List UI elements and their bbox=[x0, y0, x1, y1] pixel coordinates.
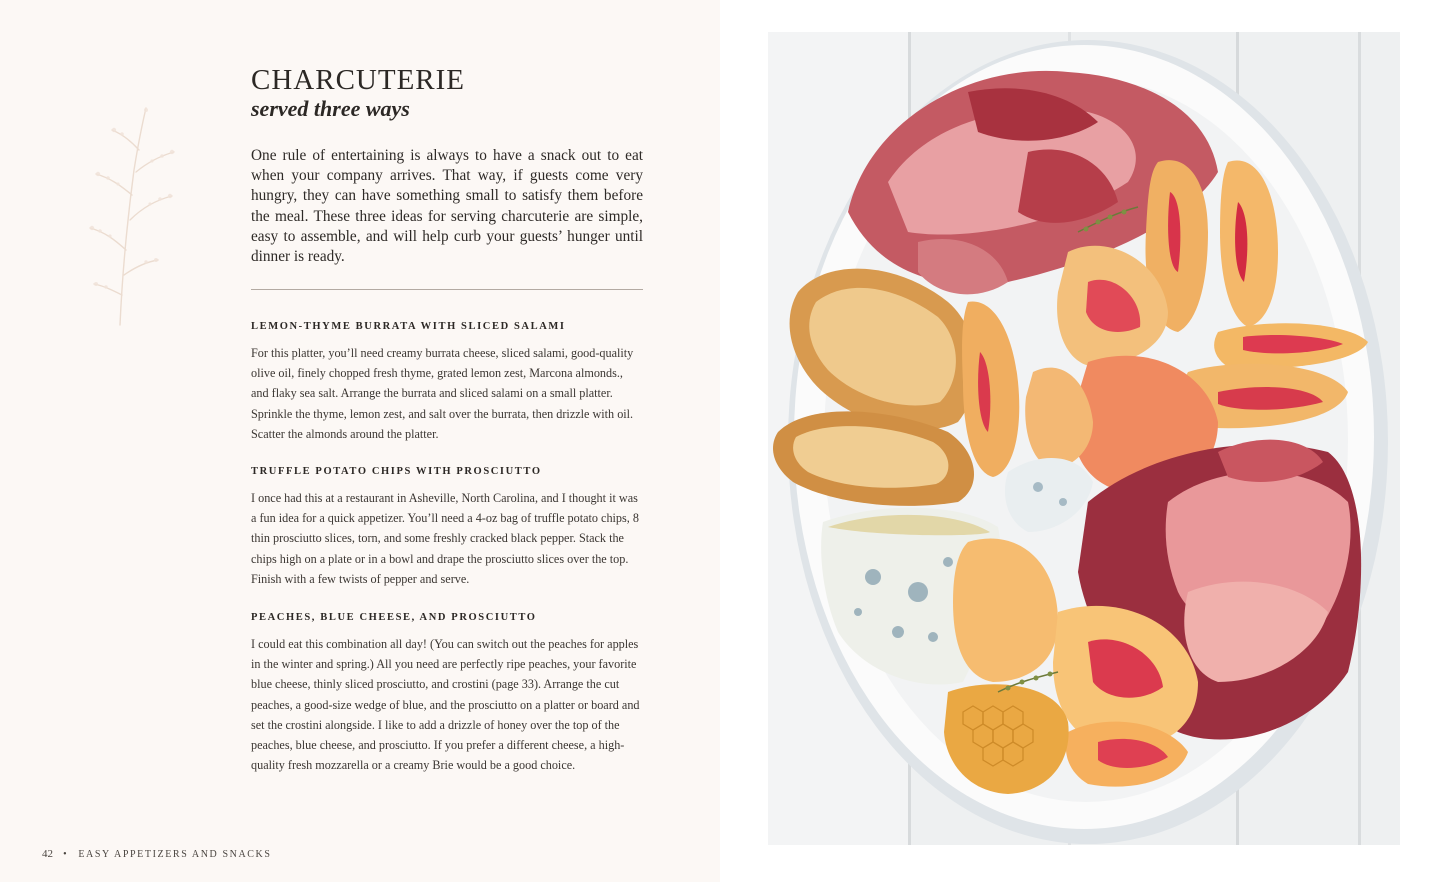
section-body: For this platter, you’ll need creamy burrata cheese, sliced salami, good-quality olive oil, finely chopped fresh thyme, grated lemon zest, Marcona almonds., and flaky sea salt. Arrange the burrata and sliced salami on a small platter. Sprinkle the thyme, lemon zest, and salt over the burrata, then drizzle with oil. Scatter the almonds around the platter. bbox=[251, 346, 634, 441]
section-divider bbox=[251, 289, 643, 290]
section-heading: PEACHES, BLUE CHEESE, AND PROSCIUTTO bbox=[251, 612, 537, 623]
section-body: I could eat this combination all day! (You can switch out the peaches for apples in the winter and spring.) All you need are perfectly ripe peaches, your favorite blue cheese, thinly sliced prosciutto, and crostini (page 33). Arrange the cut peaches, a good-size wedge of blue, and the prosciutto on a platter or board and set the crostini alongside. I like to add a drizzle of honey over the top of the peaches, blue cheese, and prosciutto. If you prefer a different cheese, a high-quality fresh mozzarella or a creamy Brie would be a good choice. bbox=[251, 637, 640, 773]
platter-illustration bbox=[768, 32, 1400, 845]
section-body: I once had this at a restaurant in Asheville, North Carolina, and I thought it was a fun idea for a quick appetizer. You’ll need a 4-oz bag of truffle potato chips, 8 thin prosciutto slices, torn, and some freshly cracked black pepper. Stack the chips high on a plate or in a bowl and drape the prosciutto slices over the top. Finish with a few twists of pepper and serve. bbox=[251, 491, 639, 586]
footer-separator: • bbox=[63, 849, 69, 860]
section-heading: LEMON-THYME BURRATA WITH SLICED SALAMI bbox=[251, 321, 566, 332]
section-heading: TRUFFLE POTATO CHIPS WITH PROSCIUTTO bbox=[251, 466, 542, 477]
recipe-section bbox=[251, 612, 643, 775]
intro-paragraph: One rule of entertaining is always to have a snack out to eat when your company arrives. That way, if guests come very hungry, they can have something small to satisfy them before the meal. These three ideas for serving charcuterie are simple, easy to assemble, and will help curb your guests’ hunger until dinner is ready. bbox=[251, 147, 643, 266]
recipe-section bbox=[251, 466, 643, 589]
left-page bbox=[0, 0, 720, 882]
charcuterie-photo bbox=[768, 32, 1400, 845]
recipe-subtitle: served three ways bbox=[251, 96, 410, 121]
page-number: 42 bbox=[42, 848, 53, 860]
recipe-section bbox=[251, 321, 643, 444]
chapter-name: EASY APPETIZERS AND SNACKS bbox=[78, 849, 272, 860]
page-footer bbox=[42, 848, 272, 860]
recipe-title: CHARCUTERIE bbox=[251, 64, 465, 96]
herb-sprig-icon bbox=[60, 100, 190, 330]
